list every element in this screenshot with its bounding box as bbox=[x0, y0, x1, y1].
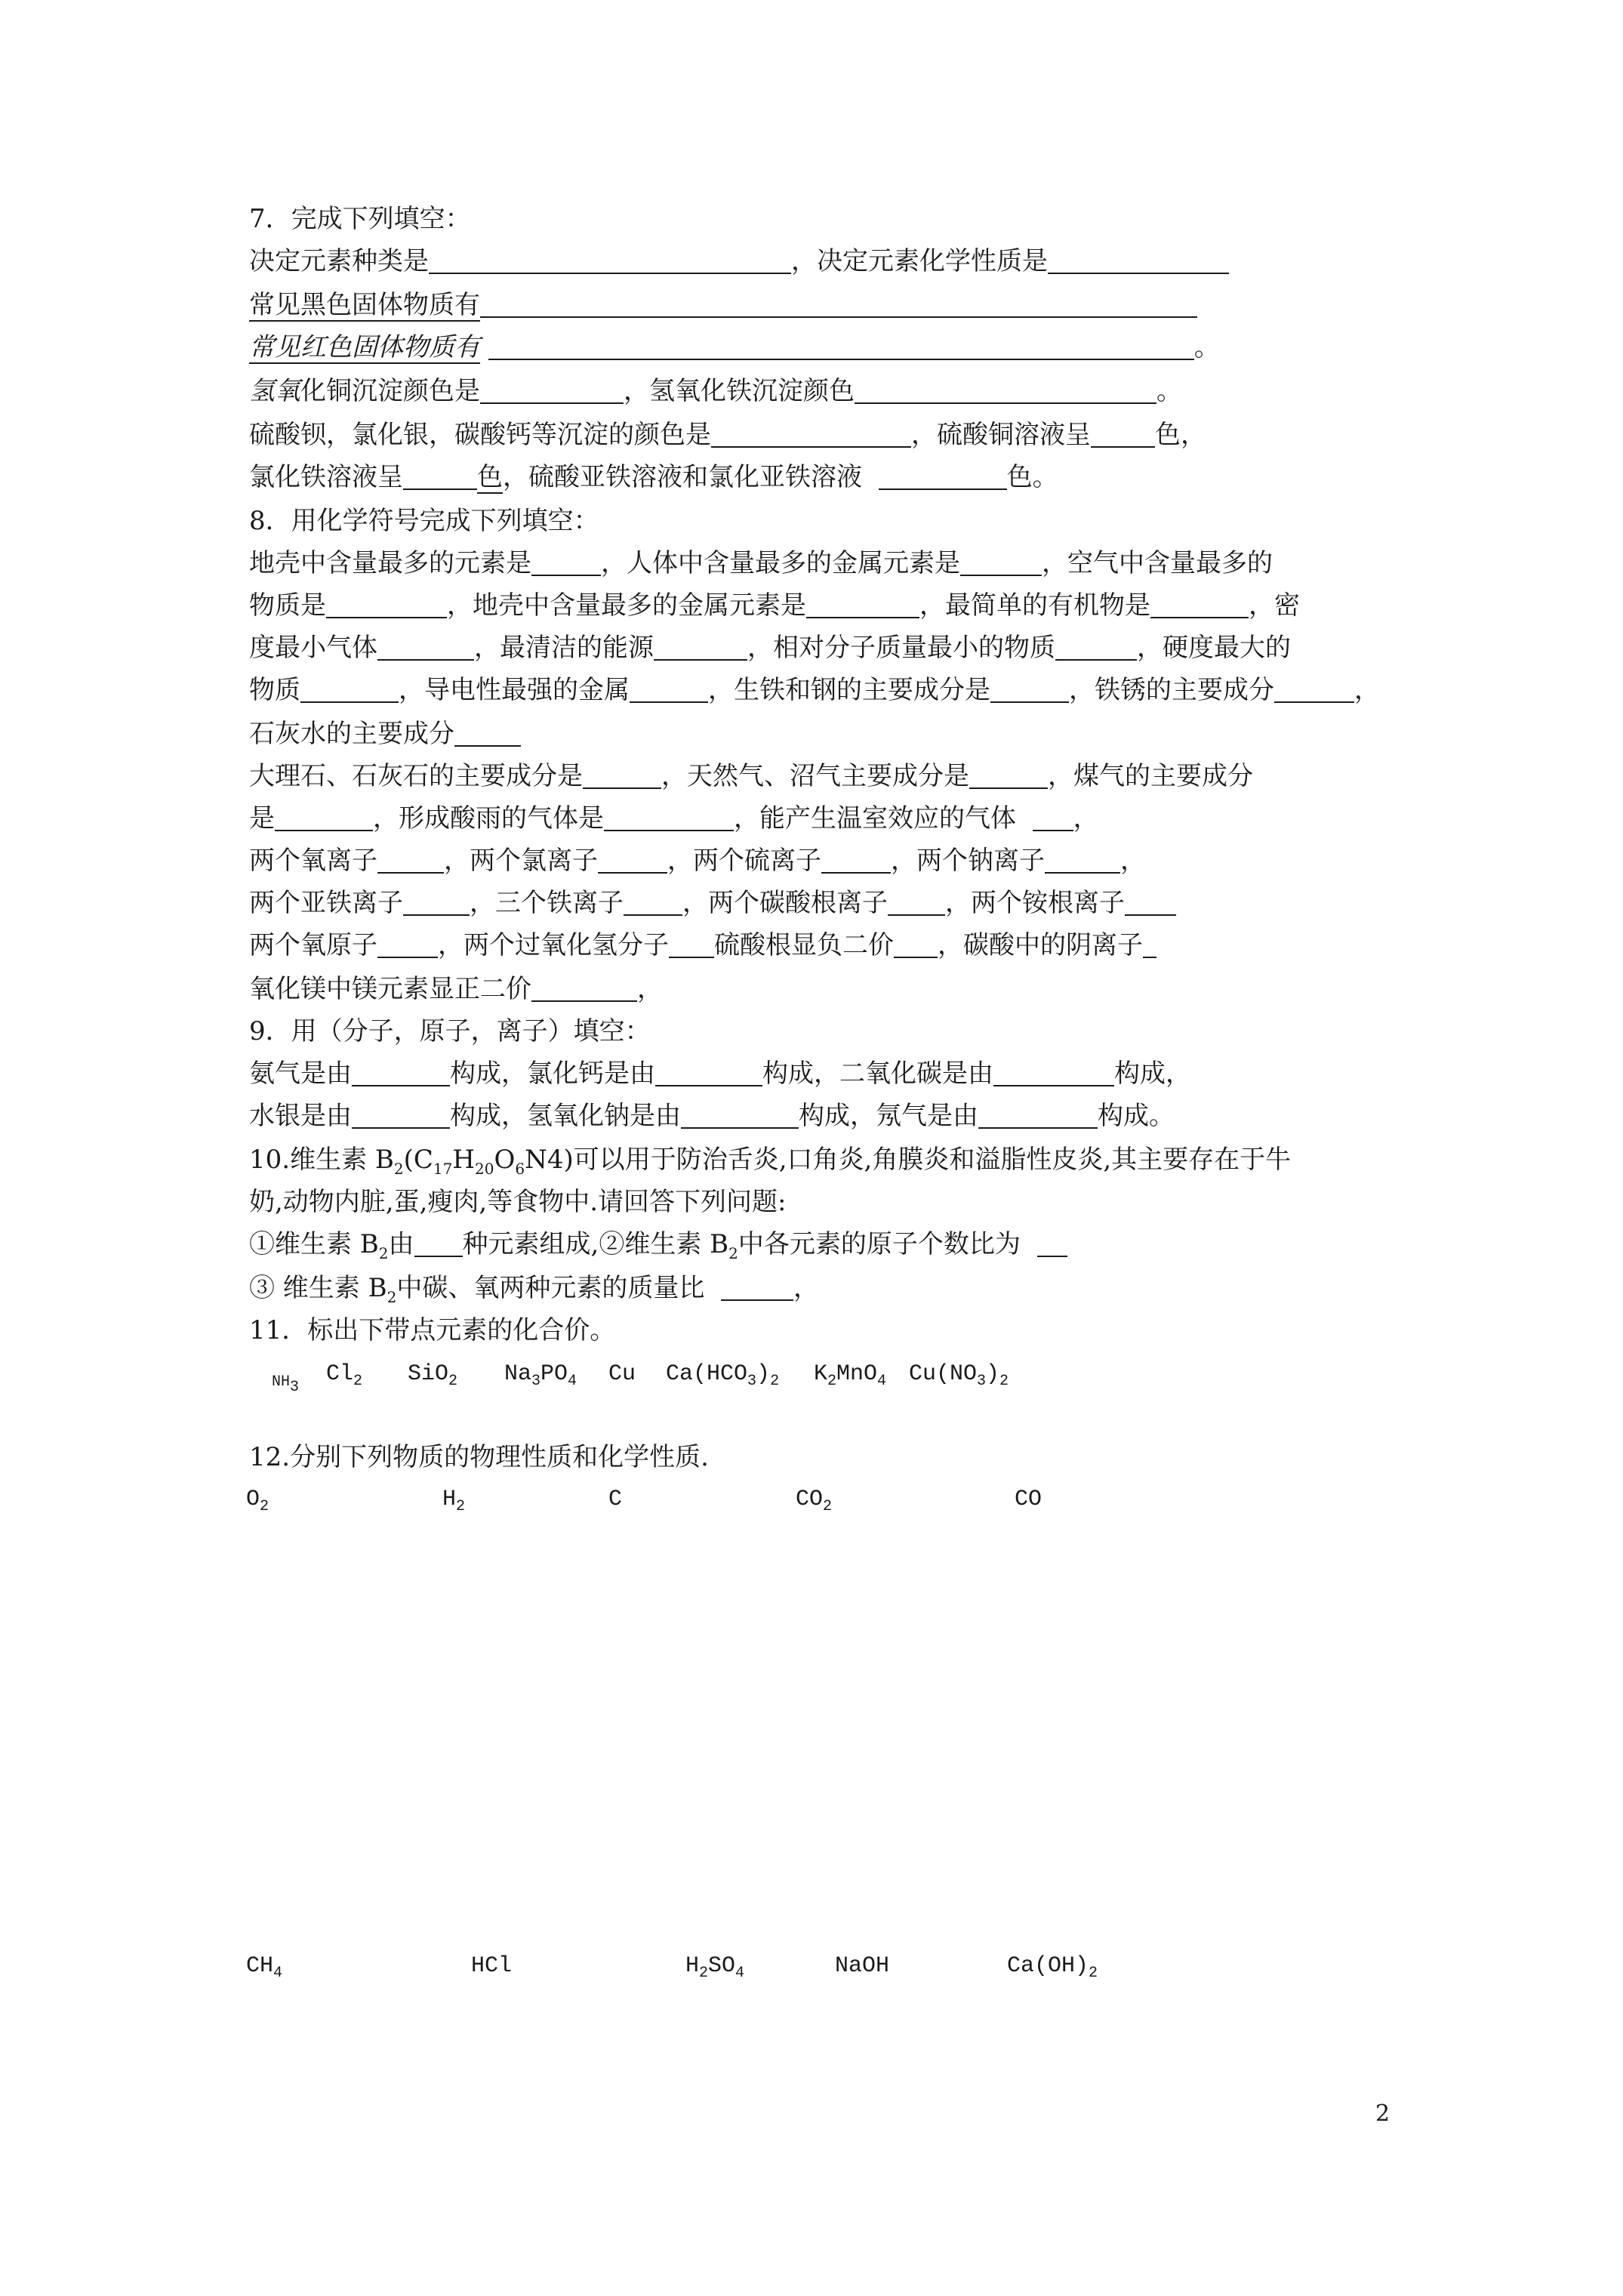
blank[interactable] bbox=[480, 375, 624, 404]
blank[interactable] bbox=[598, 845, 667, 874]
q9-line-2: 水银是由 构成，氢氧化钠是由 构成，氖气是由 构成。 bbox=[249, 1101, 1175, 1131]
blank[interactable] bbox=[275, 803, 373, 831]
blank[interactable] bbox=[429, 245, 791, 274]
blank[interactable] bbox=[879, 461, 1007, 490]
q7-line-4: 氢氧化铜沉淀颜色是 ，氢氧化铁沉淀颜色 。 bbox=[249, 376, 1182, 406]
q12-title: 12.分别下列物质的物理性质和化学性质. bbox=[249, 1442, 709, 1472]
blank[interactable] bbox=[654, 632, 747, 661]
blank[interactable] bbox=[403, 887, 470, 916]
formula-hcl: HCl bbox=[471, 1953, 513, 1979]
q8-line-3: 度最小气体 ，最清洁的能源 ，相对分子质量最小的物质 ，硬度最大的 bbox=[249, 633, 1291, 663]
q7-line-3: 常见红色固体物质有 。 bbox=[249, 332, 1220, 362]
blank[interactable] bbox=[669, 929, 714, 958]
blank[interactable] bbox=[1274, 674, 1354, 703]
formula-cl2: $Cl_2$ bbox=[326, 1361, 363, 1390]
q8-line-2: 物质是 ，地壳中含量最多的金属元素是 ，最简单的有机物是 ，密 bbox=[249, 590, 1300, 621]
blank[interactable] bbox=[377, 632, 474, 661]
q8-line-9: 两个亚铁离子 ，三个铁离子 ，两个碳酸根离子 ，两个铵根离子 bbox=[249, 886, 1176, 920]
blank[interactable] bbox=[821, 845, 891, 874]
q8-line-10: 两个氧原子 ，两个过氧化氢分子 硫酸根显负二价 ，碳酸中的阴离子 bbox=[249, 929, 1156, 962]
blank[interactable] bbox=[978, 1100, 1098, 1129]
blank[interactable] bbox=[1055, 632, 1137, 661]
q8-line-11: 氧化镁中镁元素显正二价 ， bbox=[249, 974, 663, 1004]
blank[interactable] bbox=[531, 973, 637, 1002]
blank[interactable] bbox=[806, 590, 919, 618]
q10-line-4: ③ 维生素 $B_2$中碳、氧两种元素的质量比 ， bbox=[249, 1273, 819, 1306]
blank[interactable] bbox=[583, 760, 661, 789]
blank[interactable] bbox=[1045, 845, 1120, 874]
q7-line-6: 氯化铁溶液呈 色，硫酸亚铁溶液和氯化亚铁溶液 色。 bbox=[249, 462, 1058, 492]
blank[interactable] bbox=[630, 674, 708, 703]
blank[interactable] bbox=[531, 547, 601, 576]
q8-title: 8．用化学符号完成下列填空： bbox=[249, 506, 599, 536]
blank[interactable] bbox=[377, 845, 444, 874]
blank[interactable] bbox=[969, 760, 1048, 789]
page-number: 2 bbox=[1375, 2100, 1390, 2127]
formula-h2: $H_2$ bbox=[442, 1487, 466, 1515]
blank[interactable] bbox=[624, 887, 682, 916]
blank[interactable] bbox=[855, 375, 1156, 404]
blank[interactable] bbox=[326, 590, 447, 618]
q7-title: 7．完成下列填空： bbox=[249, 204, 471, 234]
blank[interactable] bbox=[894, 929, 938, 958]
formula-ca-hco3-2: $Ca(HCO_3)_2$ bbox=[666, 1361, 780, 1390]
blank[interactable] bbox=[300, 674, 399, 703]
blank[interactable] bbox=[960, 547, 1042, 576]
q7-line-1: 决定元素种类是 ，决定元素化学性质是 bbox=[249, 245, 1229, 278]
blank[interactable] bbox=[655, 1058, 762, 1086]
q10-line-2: 奶,动物内脏,蛋,瘦肉,等食物中.请回答下列问题: bbox=[249, 1187, 787, 1217]
formula-ca-oh-2: $Ca(OH)_2$ bbox=[1007, 1953, 1098, 1982]
q8-line-5: 石灰水的主要成分 bbox=[249, 717, 521, 750]
q8-line-1: 地壳中含量最多的元素是 ，人体中含量最多的金属元素是 ，空气中含量最多的 bbox=[249, 548, 1273, 578]
formula-h2so4: $H_2SO_4$ bbox=[685, 1953, 745, 1982]
blank[interactable] bbox=[414, 1228, 463, 1257]
q10-line-3: ①维生素 $B_2$由 种元素组成,②维生素 $B_2$中各元素的原子个数比为 bbox=[249, 1228, 1067, 1270]
blank[interactable] bbox=[990, 674, 1069, 703]
formula-k2mno4: $K_2MnO_4$ bbox=[814, 1361, 887, 1390]
q8-line-7: 是 ，形成酸雨的气体是 ，能产生温室效应的气体 ， bbox=[249, 803, 1099, 834]
blank[interactable] bbox=[488, 331, 1194, 360]
formula-cu: Cu bbox=[608, 1361, 636, 1387]
blank[interactable] bbox=[721, 1272, 793, 1301]
formula-o2: $O_2$ bbox=[246, 1487, 269, 1515]
q9-line-1: 氨气是由 构成，氯化钙是由 构成，二氧化碳是由 构成， bbox=[249, 1059, 1191, 1089]
q10-line-1: 10.维生素 $B_2(C_{17}H_{20}O_6N4)$可以用于防治舌炎,口角炎,角膜炎和溢脂性皮炎,其主要存在于牛 bbox=[249, 1145, 1292, 1178]
formula-cu-no3-2: $Cu(NO_3)_2$ bbox=[909, 1361, 1009, 1390]
blank[interactable] bbox=[1048, 245, 1229, 274]
q9-title: 9．用（分子，原子，离子）填空： bbox=[249, 1016, 651, 1046]
q11-title: 11．标出下带点元素的化合价。 bbox=[249, 1315, 616, 1345]
blank[interactable] bbox=[352, 1058, 450, 1086]
formula-co: CO bbox=[1015, 1487, 1042, 1512]
q8-line-6: 大理石、石灰石的主要成分是 ，天然气、沼气主要成分是 ，煤气的主要成分 bbox=[249, 761, 1253, 791]
blank[interactable] bbox=[352, 1100, 450, 1129]
formula-nh3: $NH_3$ bbox=[272, 1373, 300, 1396]
blank[interactable] bbox=[377, 929, 438, 958]
q8-line-4: 物质 ，导电性最强的金属 ，生铁和钢的主要成分是 ，铁锈的主要成分 ， bbox=[249, 675, 1380, 705]
blank[interactable] bbox=[1150, 590, 1249, 618]
formula-c: C bbox=[608, 1487, 623, 1512]
blank[interactable] bbox=[993, 1058, 1114, 1086]
q7-line-2: 常见黑色固体物质有 bbox=[249, 288, 1197, 322]
blank[interactable] bbox=[1143, 929, 1156, 958]
blank[interactable] bbox=[711, 419, 911, 448]
formula-sio2: SiO$_2$ bbox=[408, 1361, 458, 1390]
formula-co2: $CO_2$ bbox=[796, 1487, 833, 1515]
blank[interactable] bbox=[480, 289, 1197, 318]
blank[interactable] bbox=[1125, 887, 1176, 916]
formula-naoh: NaOH bbox=[835, 1953, 890, 1979]
formula-na3po4: $Na_3PO_4$ bbox=[504, 1361, 577, 1390]
blank[interactable] bbox=[681, 1100, 799, 1129]
blank[interactable] bbox=[888, 887, 945, 916]
q7-line-5: 硫酸钡，氯化银，碳酸钙等沉淀的颜色是 ，硫酸铜溶液呈 色， bbox=[249, 420, 1206, 450]
formula-ch4: $CH_4$ bbox=[246, 1953, 283, 1982]
q8-line-8: 两个氧离子 ，两个氯离子 ，两个硫离子 ，两个钠离子 ， bbox=[249, 846, 1146, 876]
blank[interactable] bbox=[1037, 1228, 1067, 1257]
blank[interactable] bbox=[403, 461, 477, 490]
blank[interactable] bbox=[1091, 419, 1155, 448]
blank[interactable] bbox=[604, 803, 734, 831]
blank[interactable] bbox=[454, 718, 521, 747]
blank[interactable] bbox=[1033, 803, 1073, 831]
